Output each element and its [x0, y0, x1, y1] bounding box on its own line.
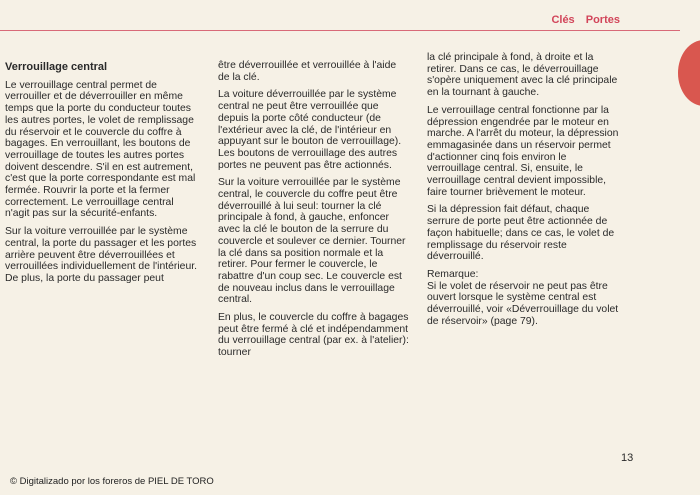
header-chapter: Portes: [585, 14, 620, 26]
page-thumb-tab: [678, 40, 700, 106]
paragraph: La voiture déverrouillée par le système central ne peut être verrouillée que depuis la porte côté conducteur (de l'extérieur avec la clé, de l'intérieur en appuyant sur le bouton de verrouillage). Les boutons de verrouillage des autres portes ne peuvent pas être actionnés.: [218, 89, 402, 171]
page-number: 13: [621, 452, 634, 464]
paragraph: la clé principale à fond, à droite et la retirer. Dans ce cas, le déverrouillage s'opère uniquement avec la clé principale en la tournant à gauche.: [427, 52, 618, 99]
paragraph: En plus, le couvercle du coffre à bagages peut être fermé à clé et indépendamment du verrouillage central (par ex. à l'atelier): tourner: [218, 312, 409, 359]
note-paragraph: Si le volet de réservoir ne peut pas être ouvert lorsque le système central est déverrouillé, voir «Déverrouillage du volet de réservoir» (page 79).: [427, 280, 619, 327]
paragraph: Sur la voiture verrouillée par le système central, le couvercle du coffre peut être déverrouillé à lui seul: tourner la clé principale à fond, à gauche, enfoncer avec la clé le bouton de la serrure du couvercle et soulever ce dernier. Tourner la clé dans sa position normale et la retirer. Pour fermer le couvercle, le rabattre d'un coup sec. Le couvercle est de nouveau inclus dans le verrouillage central.: [218, 177, 406, 306]
header-section: Clés: [551, 14, 575, 26]
note-label: Remarque:: [427, 268, 479, 280]
header-rule: [0, 30, 680, 31]
section-title: Verrouillage central: [5, 61, 108, 73]
scan-credit: © Digitalizado por los foreros de PIEL DE TORO: [10, 476, 214, 487]
paragraph: être déverrouillée et verrouillée à l'aide de la clé.: [218, 60, 397, 83]
running-header: [543, 14, 620, 26]
paragraph: Le verrouillage central fonctionne par la dépression engendrée par le moteur en marche. A l'arrêt du moteur, la dépression emmagasinée dans un réservoir permet d'actionner cinq fois environ le verrouillage central. Si, ensuite, le verrouillage central devient impossible, faire tourner brièvement le moteur.: [427, 104, 619, 198]
text-column-2: [218, 60, 410, 365]
paragraph: Sur la voiture verrouillée par le système central, la porte du passager et les portes arrière peuvent être déverrouillées et verrouillées individuellement de l'intérieur. De plus, la porte du passager peut: [5, 226, 198, 284]
text-column-3: [427, 52, 619, 333]
text-column-1: [5, 62, 197, 291]
paragraph: Le verrouillage central permet de verrouiller et de déverrouiller en même temps que la porte du conducteur toutes les autres portes, le volet de remplissage du réservoir et le couvercle du coffre à bagages. En verrouillant, les boutons de verrouillage de toutes les autres portes doivent descendre. S'il en est autrement, c'est que la porte correspondante est mal fermée. Rouvrir la porte et la fermer correctement. Le verrouillage central n'agit pas sur la sécurité-enfants.: [5, 79, 196, 220]
paragraph: Si la dépression fait défaut, chaque serrure de porte peut être actionnée de façon habituelle; dans ce cas, le volet de remplissage du réservoir reste déverrouillé.: [427, 204, 615, 263]
